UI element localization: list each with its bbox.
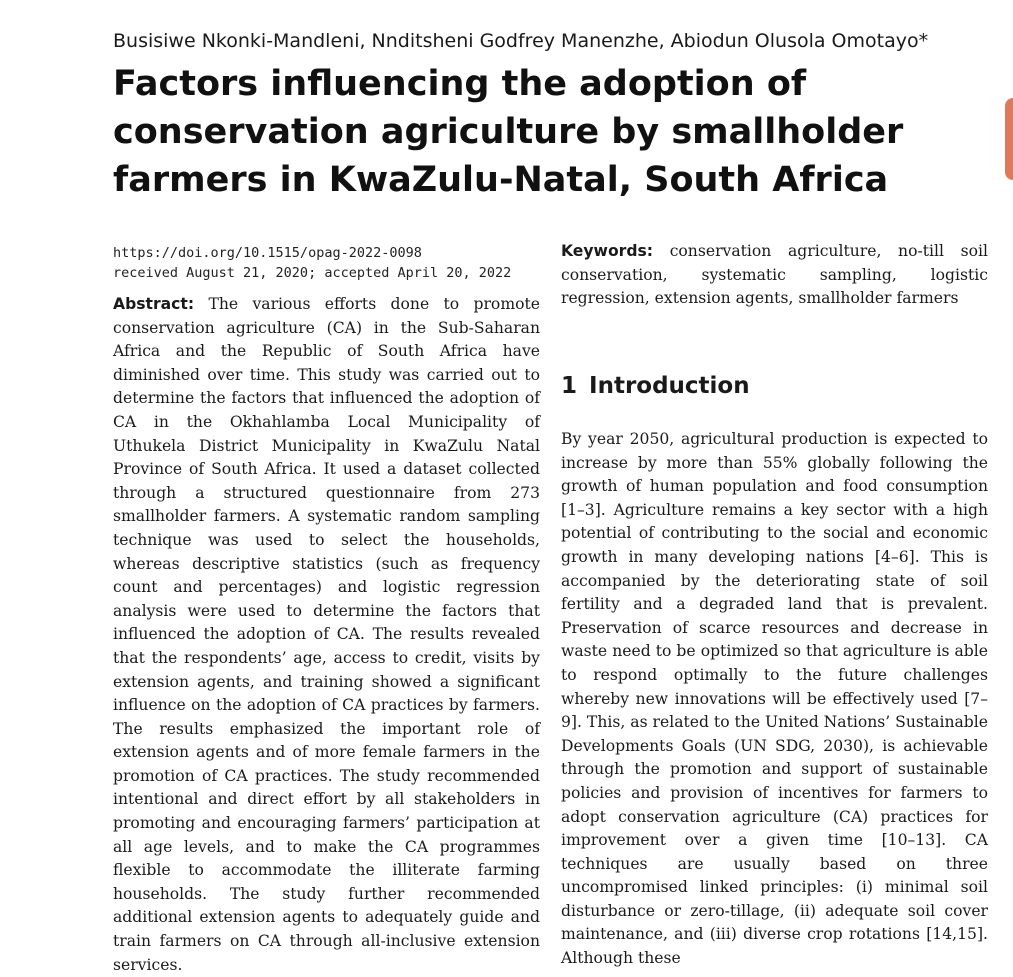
section-heading	[561, 373, 750, 399]
abstract-text: The various efforts done to promote conservation agriculture (CA) in the Sub-Saharan Africa and the Republic of South Africa have diminished over time. This study was carried out to determine the factors that influenced the adoption of CA in the Okhahlamba Local Municipality of Uthukela District Municipality in KwaZulu Natal Province of South Africa. It used a dataset collected through a structured questionnaire from 273 smallholder farmers. A systematic random sampling technique was used to select the households, whereas descriptive statistics (such as frequency count and percentages) and logistic regression analysis were used to determine the factors that influenced the adoption of CA. The results revealed that the respondents’ age, access to credit, visits by extension agents, and training showed a significant influence on the adoption of CA practices by farmers. The results emphasized the important role of extension agents and of more female farmers in the promotion of CA practices. The study recommended intentional and direct effort by all stakeholders in promoting and encouraging farmers’ participation at all age levels, and to make the CA programmes flexible to accommodate the illiterate farming households. The study further recommended additional extension agents to adequately guide and train farmers on CA through all-inclusive extension services.	[113, 295, 540, 974]
side-scroll-tab[interactable]	[1005, 98, 1013, 180]
section-title: Introduction	[589, 373, 750, 399]
keywords-text: conservation agriculture, no-till soil conservation, systematic sampling, logistic regression, extension agents, smallholder farmers	[561, 242, 988, 308]
introduction-text: By year 2050, agricultural production is expected to increase by more than 55% globally following the growth of human population and food consumption [1–3]. Agriculture remains a key sector with a high potential of contributing to the social and economic growth in many developing nations [4–6]. This is accompanied by the deteriorating state of soil fertility and a degraded land that is prevalent. Preservation of scarce resources and decrease in waste need to be optimized so that agriculture is able to respond optimally to the future challenges whereby new innovations will be effectively used [7–9]. This, as related to the United Nations’ Sustainable Developments Goals (UN SDG, 2030), is achievable through the promotion and support of sustainable policies and provision of incentives for farmers to adopt conservation agriculture (CA) practices for improvement over a given time [10–13]. CA techniques are usually based on three uncompromised linked principles: (i) minimal soil disturbance or zero-tillage, (ii) adequate soil cover maintenance, and (iii) diverse crop rotations [14,15]. Although these	[561, 430, 988, 968]
section-number: 1	[561, 373, 578, 399]
doi-link[interactable]: https://doi.org/10.1515/opag-2022-0098	[113, 245, 422, 261]
abstract-label: Abstract:	[113, 295, 195, 313]
article-title: Factors influencing the adoption of conservation agriculture by smallholder farmers in KwaZulu-Natal, South Africa	[113, 64, 904, 200]
received-dates: received August 21, 2020; accepted April 20, 2022	[113, 265, 512, 281]
author-list: Busisiwe Nkonki-Mandleni, Nnditsheni Godfrey Manenzhe, Abiodun Olusola Omotayo*	[113, 30, 929, 52]
article-meta	[113, 243, 511, 283]
abstract	[113, 293, 540, 977]
keywords	[561, 240, 988, 311]
keywords-label: Keywords:	[561, 242, 654, 260]
